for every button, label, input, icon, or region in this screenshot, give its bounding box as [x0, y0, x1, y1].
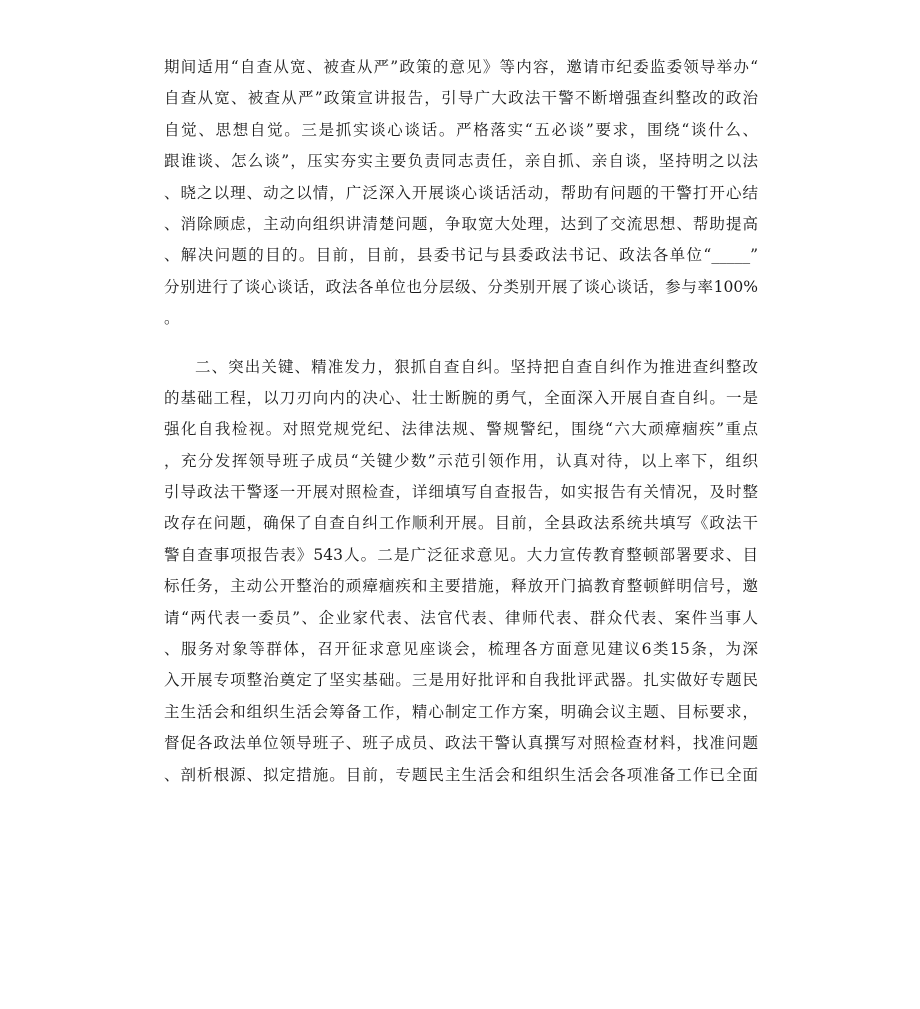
text-line: 二、突出关键、精准发力，狠抓自查自纠。坚持把自查自纠作为推进查纠整改: [195, 357, 758, 376]
text-line: 自觉、思想自觉。三是抓实谈心谈话。严格落实“五必谈”要求，围绕“谈什么、: [164, 120, 758, 139]
text-line: ，充分发挥领导班子成员“关键少数”示范引领作用，认真对待，以上率下，组织: [164, 451, 758, 470]
text-line: 、解决问题的目的。目前，目前，县委书记与县委政法书记、政法各单位“_____”: [164, 246, 758, 265]
text-line: 自查从宽、被查从严”政策宣讲报告，引导广大政法干警不断增强查纠整改的政治: [164, 89, 758, 108]
text-line: 主生活会和组织生活会筹备工作，精心制定工作方案，明确会议主题、目标要求，: [164, 702, 758, 721]
paragraph-gap: [164, 335, 758, 352]
text-line: 强化自我检视。对照党规党纪、法律法规、警规警纪，围绕“六大顽瘴痼疾”重点: [164, 420, 758, 439]
text-line: 跟谁谈、怎么谈”，压实夯实主要负责同志责任，亲自抓、亲自谈，坚持明之以法: [164, 152, 758, 171]
text-line: 标任务，主动公开整治的顽瘴痼疾和主要措施，释放开门搞教育整顿鲜明信号，邀: [164, 577, 758, 596]
text-line: 请“两代表一委员”、企业家代表、法官代表、律师代表、群众代表、案件当事人: [164, 608, 758, 627]
text-line: 、消除顾虑，主动向组织讲清楚问题，争取宽大处理，达到了交流思想、帮助提高: [164, 214, 758, 233]
paragraph-section-two: [164, 352, 758, 791]
body-text: [164, 52, 758, 791]
text-line: 引导政法干警逐一开展对照检查，详细填写自查报告，如实报告有关情况，及时整: [164, 483, 758, 502]
text-line: 改存在问题，确保了自查自纠工作顺利开展。目前，全县政法系统共填写《政法干: [164, 514, 758, 533]
text-line: 警自查事项报告表》543人。二是广泛征求意见。大力宣传教育整顿部署要求、目: [164, 545, 758, 564]
text-line: 。: [164, 309, 180, 328]
text-line: 、服务对象等群体，召开征求意见座谈会，梳理各方面意见建议6类15条，为深: [164, 640, 758, 659]
text-line: 的基础工程，以刀刃向内的决心、壮士断腕的勇气，全面深入开展自查自纠。一是: [164, 388, 758, 407]
text-line: 入开展专项整治奠定了坚实基础。三是用好批评和自我批评武器。扎实做好专题民: [164, 671, 758, 690]
text-line: 督促各政法单位领导班子、班子成员、政法干警认真撰写对照检查材料，找准问题: [164, 734, 758, 753]
text-line: 、剖析根源、拟定措施。目前，专题民主生活会和组织生活会各项准备工作已全面: [164, 765, 758, 784]
text-line: 期间适用“自查从宽、被查从严”政策的意见》等内容，邀请市纪委监委领导举办“: [164, 58, 758, 76]
paragraph-self-check-talks: [164, 52, 758, 335]
text-line: 分别进行了谈心谈话，政法各单位也分层级、分类别开展了谈心谈话，参与率100%: [164, 277, 758, 296]
text-line: 、晓之以理、动之以情，广泛深入开展谈心谈话活动，帮助有问题的干警打开心结: [164, 183, 758, 202]
